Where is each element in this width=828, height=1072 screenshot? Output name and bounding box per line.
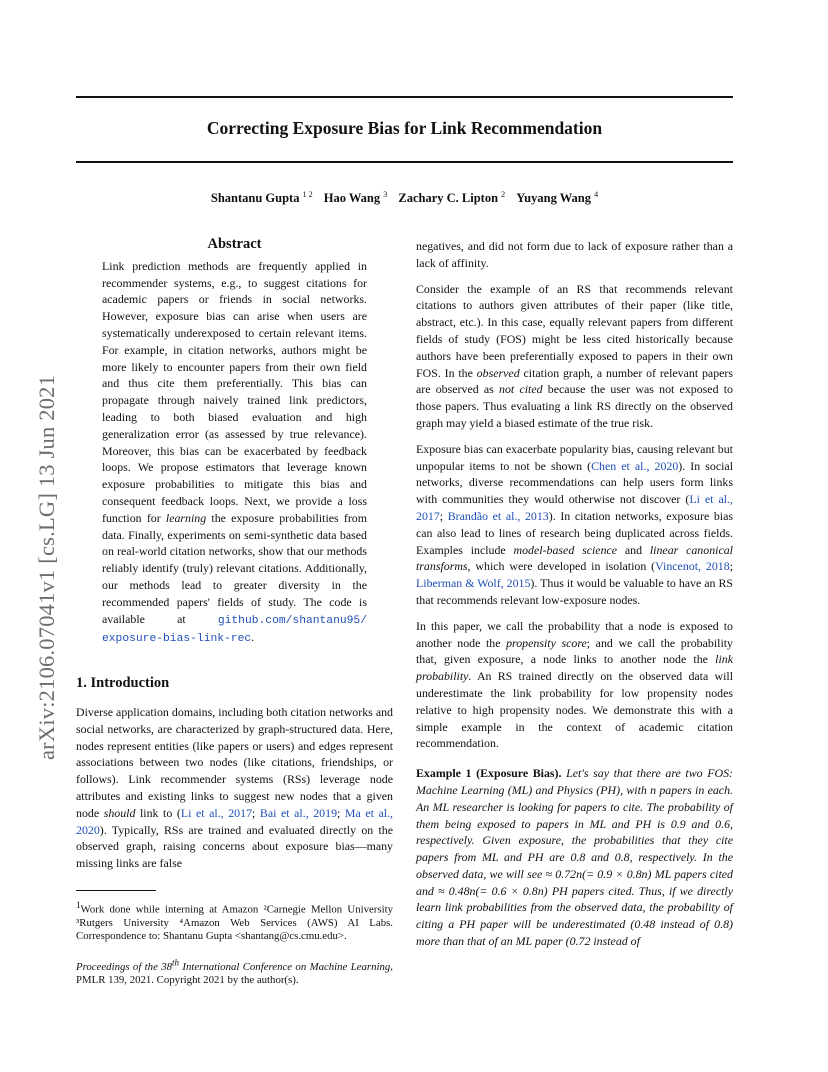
citation-link[interactable]: Chen et al., 2020 [591, 458, 679, 473]
paragraph: Consider the example of an RS that recommends relevant citations to authors given attributes of their paper (like title, abstract, etc.). In this case, equally relevant papers from different fields of study (FOS) might be less cited historically because authors have been preferentially exposed to papers in their own FOS. In the observed citation graph, a number of relevant papers are observed as not cited because the user was not exposed to those papers. Thus evaluating a link RS directly on the observed graph may yield a biased estimate of the true risk. [416, 281, 734, 430]
title-rule-top [76, 96, 733, 98]
author: Shantanu Gupta $^{1 2}$ [210, 190, 313, 206]
paragraph: Exposure bias can exacerbate popularity bias, causing relevant but unpopular items to not be shown (Chen et al., 2020). In social networks, diverse recommendations can help users form links with communities they would otherwise not discover (Li et al., 2017; Brandão et al., 2013). In citation networks, exposure bias can also lead to lines of research being duplicated across fields. Examples include model-based science and linear canonical transforms, which were developed in isolation (Vincenot, 2018; Liberman & Wolf, 2015). Thus it would be valuable to have an RS that recommends relevant low-exposure nodes. [416, 441, 734, 607]
footnote-divider [76, 890, 156, 891]
abstract-text: Link prediction methods are frequently applied in recommender systems, e.g., to suggest citations for academic papers or friends in social networks. However, exposure bias can arise when users are systematically underexposed to certain relevant items. For example, in citation networks, authors might be more likely to encounter papers from their own field and thus cite them preferentially. This bias can propagate through naively trained link predictors, leading to both biased evaluation and high generalization error (as assessed by true relevance). Moreover, this bias can be exacerbated by feedback loops. We propose estimators that leverage known exposure probabilities to mitigate this bias and consequent feedback loops. Next, we provide a loss function for learning the exposure probabilities from data. Finally, experiments on semi-synthetic data based on real-world citation networks, show that our methods reliably identify (truly) relevant citations. Additionally, our methods lead to greater diversity in the recommended papers' fields of study. The code is available at github.com/shantanu95/ exposure-bias-link-rec. [102, 258, 367, 646]
intro-paragraph: Diverse application domains, including both citation networks and social networks, are characterized by graph-structured data. Here, nodes represent entities (like papers or users) and edges represent associations between two nodes (like citations, friendships, or follows). Link recommender systems (RSs) leverage node attributes and existing links to suggest new nodes that a given node should link to (Li et al., 2017; Bai et al., 2019; Ma et al., 2020). Typically, RSs are trained and evaluated directly on the observed graph, raising concerns about exposure bias—many missing links are false [76, 704, 394, 871]
abstract-heading: Abstract [207, 236, 262, 252]
section-heading-introduction: 1. Introduction [76, 675, 170, 692]
author: Yuyang Wang $^4$ [516, 190, 599, 206]
citation-link[interactable]: Brandão et al., 2013 [447, 508, 549, 523]
citation-link[interactable]: Vincenot, 2018 [655, 559, 730, 574]
right-column [416, 238, 733, 950]
code-link[interactable]: github.com/shantanu95/ exposure-bias-link-rec [102, 614, 367, 646]
citation-link[interactable]: Li et al., 2017 [180, 805, 253, 820]
title-rule-bottom [76, 161, 733, 163]
paragraph: negatives, and did not form due to lack of exposure rather than a lack of affinity. [416, 239, 733, 270]
example-block: Example 1 (Exposure Bias). Let's say that there are two FOS: Machine Learning (ML) and Physics (PH), with n papers in each. An ML researcher is looking for papers to cite. The probability of them being exposed to papers in ML and PH is 0.9 and 0.6, respectively. Given exposure, the probabilities that they cite papers from ML and PH are 0.8 and 0.8, respectively. In the observed data, we will see ≈ 0.72n(= 0.9 × 0.8n) ML papers cited and ≈ 0.48n(= 0.6 × 0.8n) PH papers cited. Thus, if we directly learn link probabilities from the observed data, the probability of citing a PH paper will be underestimated (0.48 instead of 0.8) more than that of an ML paper (0.72 instead of [416, 766, 734, 949]
left-column [76, 236, 393, 988]
footnote: $^1$Work done while interning at Amazon ²Carnegie Mellon University ³Rutgers University ⁴Amazon Web Services (AWS) AI Labs. Correspondence to: Shantanu Gupta <shantang@cs.cmu.edu>. [76, 899, 393, 943]
author: Zachary C. Lipton $^2$ [398, 190, 506, 206]
author-list [76, 190, 733, 206]
citation-link[interactable]: Liberman & Wolf, 2015 [416, 576, 531, 591]
paper-title: Correcting Exposure Bias for Link Recommendation [206, 118, 603, 138]
arxiv-identifier: arXiv:2106.07041v1 [cs.LG] 13 Jun 2021 [34, 374, 59, 760]
citation-link[interactable]: Bai et al., 2019 [259, 805, 338, 820]
paragraph: In this paper, we call the probability that a node is exposed to another node the propensity score; and we call the probability that, given exposure, a node links to another node the link probability. An RS trained directly on the observed data will underestimate the link probability for low propensity nodes relative to high propensity nodes. We demonstrate this with a simple example in the context of academic citation recommendation. [416, 618, 733, 751]
author: Hao Wang $^3$ [323, 190, 388, 206]
proceedings-note: Proceedings of the 38th International Conference on Machine Learning, PMLR 139, 2021. Copyright 2021 by the author(s). [76, 956, 393, 987]
citation-link[interactable]: Li et al., 2017 [416, 492, 733, 523]
example-label: Example 1 (Exposure Bias). [416, 766, 562, 781]
citation-link[interactable]: Ma et al., 2020 [76, 805, 394, 837]
